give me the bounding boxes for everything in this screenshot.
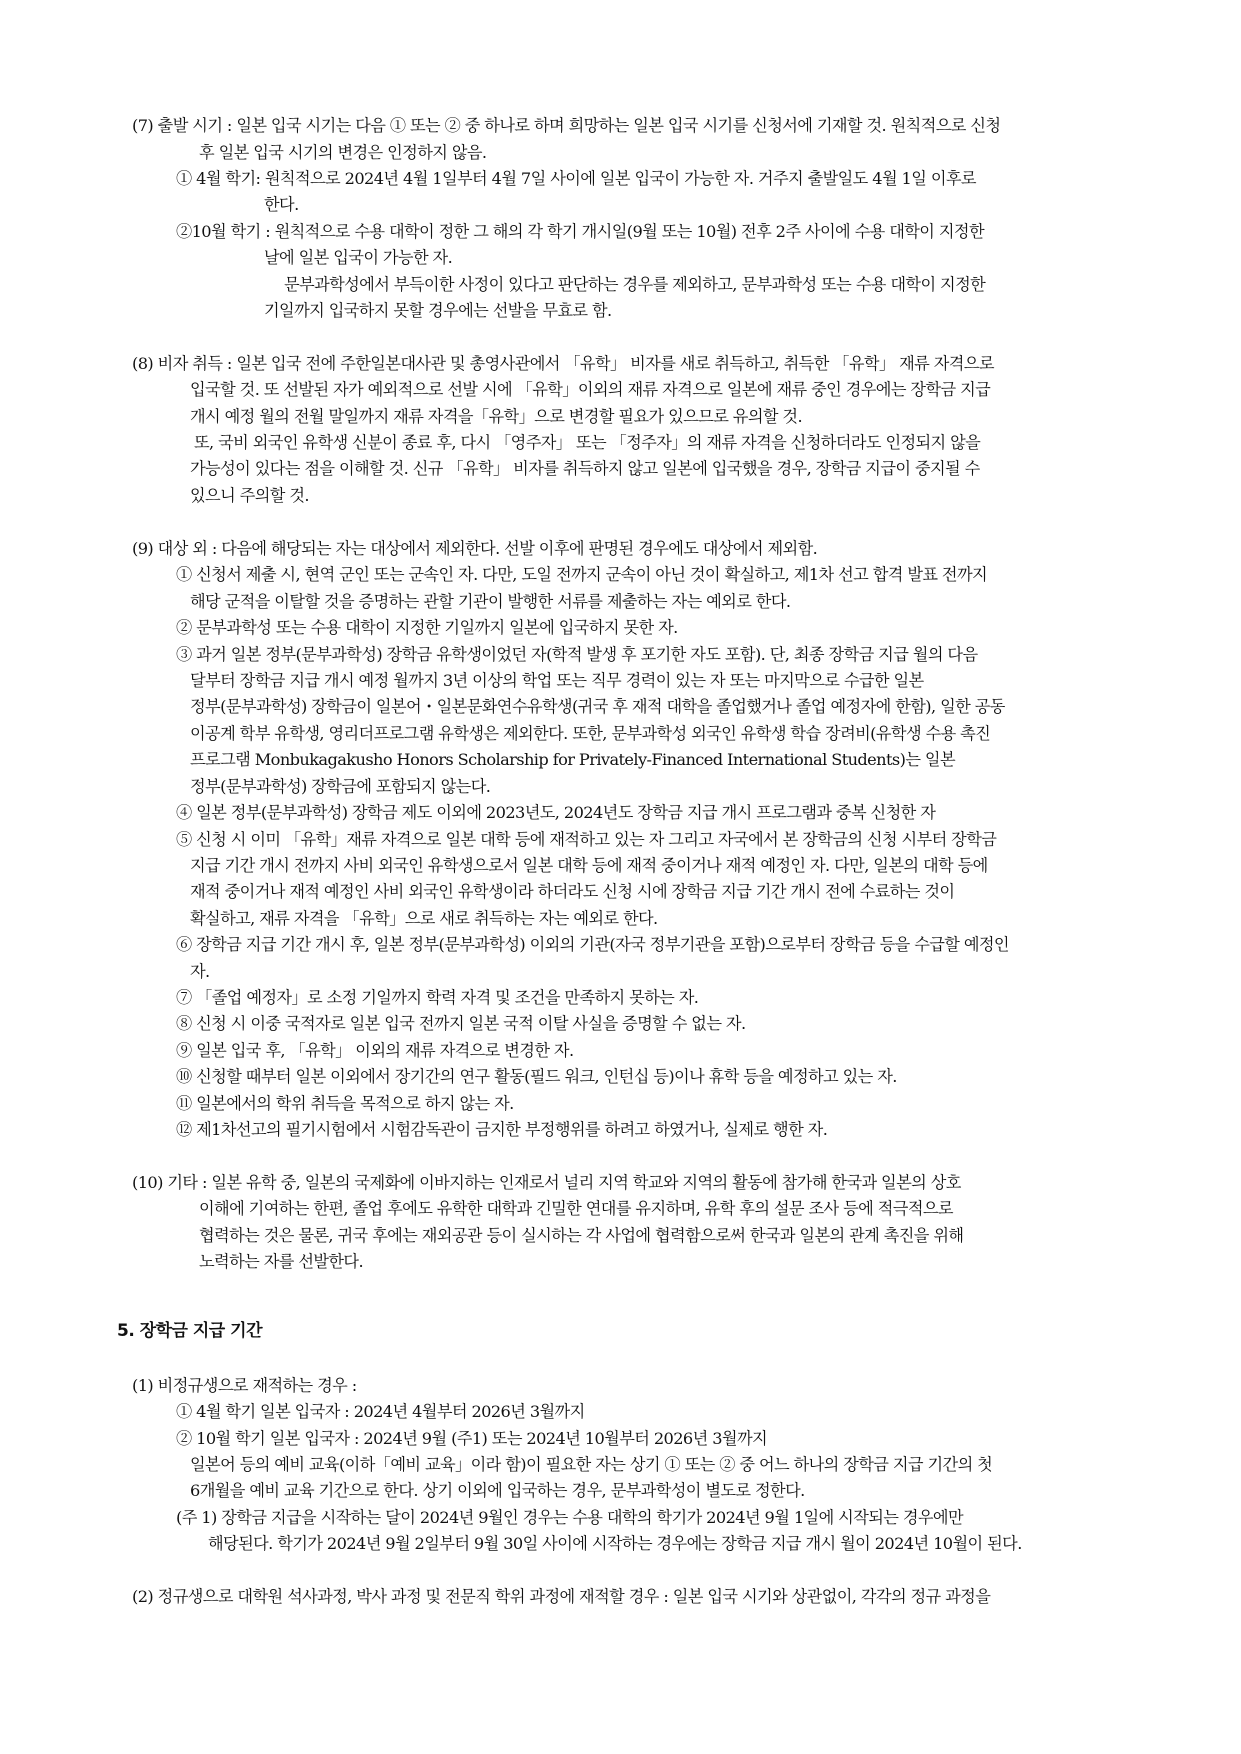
item7-oct-line: 날에 일본 입국이 가능한 자. bbox=[264, 248, 453, 267]
section5-line: (2) 정규생으로 대학원 석사과정, 박사 과정 및 전문직 학위 과정에 재적할 경우 : 일본 입국 시기와 상관없이, 각각의 정규 과정을 bbox=[132, 1587, 991, 1606]
item9-clause: ③ 과거 일본 정부(문부과학성) 장학금 유학생이었던 자(학적 발생 후 포기한 자도 포함). 단, 최종 장학금 지급 월의 다음 bbox=[176, 645, 978, 664]
item8-line: 개시 예정 월의 전월 말일까지 재류 자격을「유학」으로 변경할 필요가 있으므로 유의할 것. bbox=[190, 407, 803, 426]
item9-line: (9) 대상 외 : 다음에 해당되는 자는 대상에서 제외한다. 선발 이후에 판명된 경우에도 대상에서 제외함. bbox=[132, 539, 818, 558]
item9-clause: ② 문부과학성 또는 수용 대학이 지정한 기일까지 일본에 입국하지 못한 자. bbox=[176, 618, 678, 637]
item8-line: 입국할 것. 또 선발된 자가 예외적으로 선발 시에 「유학」이외의 재류 자격으로 일본에 재류 중인 경우에는 장학금 지급 bbox=[190, 380, 991, 399]
item10-line: 협력하는 것은 물론, 귀국 후에는 재외공관 등이 실시하는 각 사업에 협력함으로써 한국과 일본의 관계 촉진을 위해 bbox=[199, 1226, 964, 1245]
item9-clause: 확실하고, 재류 자격을 「유학」으로 새로 취득하는 자는 예외로 한다. bbox=[190, 909, 658, 928]
item8-line: (8) 비자 취득 : 일본 입국 전에 주한일본대사관 및 총영사관에서 「유학」 비자를 새로 취득하고, 취득한 「유학」 재류 자격으로 bbox=[132, 354, 994, 373]
item9-clause: ① 신청서 제출 시, 현역 군인 또는 군속인 자. 다만, 도일 전까지 군속이 아닌 것이 확실하고, 제1차 선고 합격 발표 전까지 bbox=[176, 565, 988, 584]
item9-clause: 달부터 장학금 지급 개시 예정 월까지 3년 이상의 학업 또는 직무 경력이 있는 자 또는 마지막으로 수급한 일본 bbox=[190, 671, 924, 690]
section5-line: 6개월을 예비 교육 기간으로 한다. 상기 이외에 입국하는 경우, 문부과학성이 별도로 정한다. bbox=[190, 1481, 805, 1500]
item9-clause: ④ 일본 정부(문부과학성) 장학금 제도 이외에 2023년도, 2024년도 장학금 지급 개시 프로그램과 중복 신청한 자 bbox=[176, 803, 936, 822]
item9-clause: 정부(문부과학성) 장학금에 포함되지 않는다. bbox=[190, 777, 491, 796]
item8-line: 있으니 주의할 것. bbox=[190, 486, 309, 505]
item9-clause: ⑦ 「졸업 예정자」로 소정 기일까지 학력 자격 및 조건을 만족하지 못하는 자. bbox=[176, 988, 699, 1007]
item7-oct-line: 기일까지 입국하지 못할 경우에는 선발을 무효로 함. bbox=[264, 301, 612, 320]
item10-line: (10) 기타 : 일본 유학 중, 일본의 국제화에 이바지하는 인재로서 널리 지역 학교와 지역의 활동에 참가해 한국과 일본의 상호 bbox=[132, 1173, 961, 1192]
item9-clause: ⑧ 신청 시 이중 국적자로 일본 입국 전까지 일본 국적 이탈 사실을 증명할 수 없는 자. bbox=[176, 1014, 746, 1033]
item9-clause: 재적 중이거나 재적 예정인 사비 외국인 유학생이라 하더라도 신청 시에 장학금 지급 기간 개시 전에 수료하는 것이 bbox=[190, 882, 955, 901]
item9-clause: 지급 기간 개시 전까지 사비 외국인 유학생으로서 일본 대학 등에 재적 중이거나 재적 예정인 자. 다만, 일본의 대학 등에 bbox=[190, 856, 988, 875]
item9-clause: 정부(문부과학성) 장학금이 일본어・일본문화연수유학생(귀국 후 재적 대학을 졸업했거나 졸업 예정자에 한함), 일한 공동 bbox=[190, 697, 1005, 716]
item7-line: 후 일본 입국 시기의 변경은 인정하지 않음. bbox=[199, 143, 487, 162]
item9-clause: ⑫ 제1차선고의 필기시험에서 시험감독관이 금지한 부정행위를 하려고 하였거나, 실제로 행한 자. bbox=[176, 1120, 828, 1139]
item9-clause: ⑤ 신청 시 이미 「유학」재류 자격으로 일본 대학 등에 재적하고 있는 자 그리고 자국에서 본 장학금의 신청 시부터 장학금 bbox=[176, 830, 997, 849]
item8-line: 가능성이 있다는 점을 이해할 것. 신규 「유학」 비자를 취득하지 않고 일본에 입국했을 경우, 장학금 지급이 중지될 수 bbox=[190, 459, 980, 478]
section-heading: 5. 장학금 지급 기간 bbox=[117, 1321, 262, 1341]
item9-clause: ⑩ 신청할 때부터 일본 이외에서 장기간의 연구 활동(필드 워크, 인턴십 등)이나 휴학 등을 예정하고 있는 자. bbox=[176, 1067, 897, 1086]
item7-april-line: 한다. bbox=[264, 195, 299, 214]
section5-note: 해당된다. 학기가 2024년 9월 2일부터 9월 30일 사이에 시작하는 경우에는 장학금 지급 개시 월이 2024년 10월이 된다. bbox=[208, 1534, 1022, 1553]
item10-line: 노력하는 자를 선발한다. bbox=[199, 1252, 364, 1271]
item9-clause: 해당 군적을 이탈할 것을 증명하는 관할 기관이 발행한 서류를 제출하는 자는 예외로 한다. bbox=[190, 592, 791, 611]
section5-line: ① 4월 학기 일본 입국자 : 2024년 4월부터 2026년 3월까지 bbox=[176, 1402, 585, 1421]
item7-april-line: ① 4월 학기: 원칙적으로 2024년 4월 1일부터 4월 7일 사이에 일본 입국이 가능한 자. 거주지 출발일도 4월 1일 이후로 bbox=[176, 169, 976, 188]
item9-clause: 자. bbox=[190, 962, 210, 981]
item9-clause: ⑪ 일본에서의 학위 취득을 목적으로 하지 않는 자. bbox=[176, 1094, 514, 1113]
item9-clause: 프로그램 Monbukagakusho Honors Scholarship for Privately-Financed International Students)는 일본 bbox=[190, 750, 955, 769]
item9-clause: ⑥ 장학금 지급 기간 개시 후, 일본 정부(문부과학성) 이외의 기관(자국 정부기관을 포함)으로부터 장학금 등을 수급할 예정인 bbox=[176, 935, 1009, 954]
section5-note: (주 1) 장학금 지급을 시작하는 달이 2024년 9월인 경우는 수용 대학의 학기가 2024년 9월 1일에 시작되는 경우에만 bbox=[176, 1508, 963, 1527]
item7-line: (7) 출발 시기 : 일본 입국 시기는 다음 ① 또는 ② 중 하나로 하며 희망하는 일본 입국 시기를 신청서에 기재할 것. 원칙적으로 신청 bbox=[132, 116, 1001, 135]
section5-line: (1) 비정규생으로 재적하는 경우 : bbox=[132, 1376, 357, 1395]
item9-clause: 이공계 학부 유학생, 영리더프로그램 유학생은 제외한다. 또한, 문부과학성 외국인 유학생 학습 장려비(유학생 수용 촉진 bbox=[190, 724, 991, 743]
item7-oct-line: 문부과학성에서 부득이한 사정이 있다고 판단하는 경우를 제외하고, 문부과학성 또는 수용 대학이 지정한 bbox=[284, 275, 986, 294]
section5-line: 일본어 등의 예비 교육(이하「예비 교육」이라 함)이 필요한 자는 상기 ① 또는 ② 중 어느 하나의 장학금 지급 기간의 첫 bbox=[190, 1455, 993, 1474]
item8-line: 또, 국비 외국인 유학생 신분이 종료 후, 다시 「영주자」 또는 「정주자」의 재류 자격을 신청하더라도 인정되지 않을 bbox=[194, 433, 981, 452]
item10-line: 이해에 기여하는 한편, 졸업 후에도 유학한 대학과 긴밀한 연대를 유지하며, 유학 후의 설문 조사 등에 적극적으로 bbox=[199, 1199, 953, 1218]
item7-oct-line: ②10월 학기 : 원칙적으로 수용 대학이 정한 그 해의 각 학기 개시일(9월 또는 10월) 전후 2주 사이에 수용 대학이 지정한 bbox=[176, 222, 984, 241]
section5-line: ② 10월 학기 일본 입국자 : 2024년 9월 (주1) 또는 2024년 10월부터 2026년 3월까지 bbox=[176, 1429, 768, 1448]
item9-clause: ⑨ 일본 입국 후, 「유학」 이외의 재류 자격으로 변경한 자. bbox=[176, 1041, 574, 1060]
